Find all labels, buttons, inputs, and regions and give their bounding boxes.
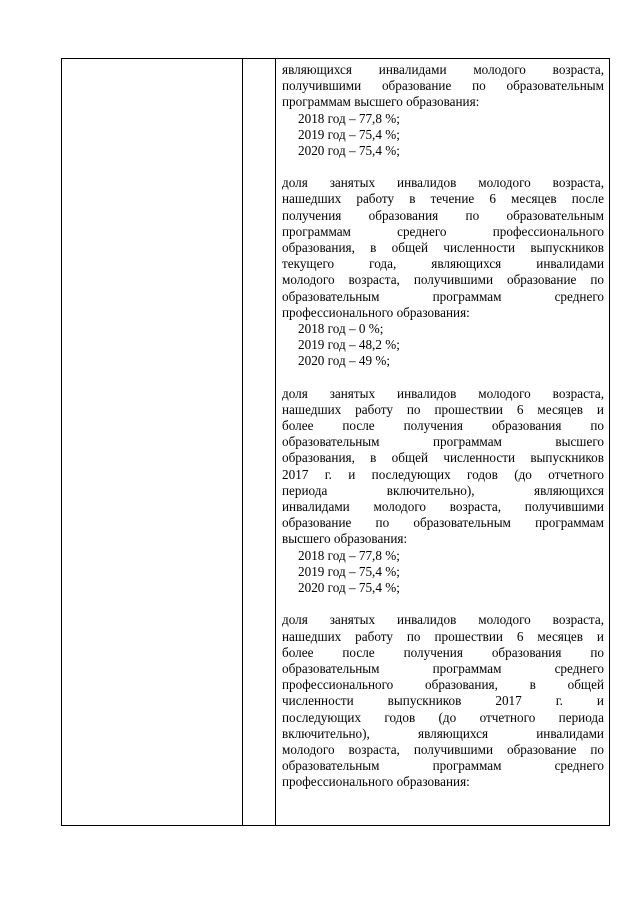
year-value: 2020 год – 75,4 %; (298, 580, 400, 596)
column-divider-2 (275, 59, 276, 825)
text-line: образовательным программам среднего (282, 288, 604, 304)
year-value: 2020 год – 75,4 %; (298, 143, 400, 159)
text-line: образования, в общей численности выпускников (282, 450, 604, 466)
text-line: доля занятых инвалидов молодого возраста, (282, 385, 604, 401)
paragraph-higher-education-continued (282, 62, 604, 159)
text-line: высшего образования: (282, 531, 408, 547)
paragraph-spo-6-months (282, 612, 604, 790)
text-line: нашедших работу в течение 6 месяцев после (282, 191, 604, 207)
text-line: образования, в общей численности выпускников (282, 240, 604, 256)
text-line: доля занятых инвалидов молодого возраста, (282, 175, 604, 191)
text-line: получившими образование по образовательным (282, 78, 604, 94)
text-line: образовательным программам среднего (282, 758, 604, 774)
text-line: получения образования по образовательным (282, 207, 604, 223)
text-line: профессионального образования, в общей (282, 677, 604, 693)
text-line: молодого возраста, получившими образование по (282, 272, 604, 288)
text-line: численности выпускников 2017 г. и (282, 693, 604, 709)
text-line: молодого возраста, получившими образование по (282, 741, 604, 757)
text-line: текущего года, являющихся инвалидами (282, 256, 604, 272)
text-line: включительно), являющихся инвалидами (282, 725, 604, 741)
year-value: 2020 год – 49 %; (298, 353, 390, 369)
paragraph-spo-current-year (282, 175, 604, 369)
text-line: нашедших работу по прошествии 6 месяцев и (282, 401, 604, 417)
text-line: образовательным программам среднего (282, 660, 604, 676)
text-line: профессионального образования: (282, 304, 470, 320)
text-line: программам высшего образования: (282, 94, 480, 110)
year-value: 2018 год – 77,8 %; (298, 547, 400, 563)
year-value: 2019 год – 75,4 %; (298, 126, 400, 142)
year-value: 2019 год – 48,2 %; (298, 337, 400, 353)
text-line: доля занятых инвалидов молодого возраста, (282, 612, 604, 628)
text-line: 2017 г. и последующих годов (до отчетного (282, 466, 604, 482)
text-line: периода включительно), являющихся (282, 482, 604, 498)
text-line: образовательным программам высшего (282, 434, 604, 450)
year-value: 2018 год – 77,8 %; (298, 110, 400, 126)
text-line: более после получения образования по (282, 418, 604, 434)
indicator-cell (282, 62, 604, 791)
year-value: 2018 год – 0 %; (298, 321, 384, 337)
text-line: образование по образовательным программам (282, 515, 604, 531)
text-line: являющихся инвалидами молодого возраста, (282, 62, 604, 77)
text-line: профессионального образования: (282, 774, 470, 790)
document-table (61, 58, 610, 826)
text-line: инвалидами молодого возраста, получившими (282, 499, 604, 515)
paragraph-higher-education-6-months (282, 386, 604, 597)
text-line: программам среднего профессионального (282, 223, 604, 239)
column-divider-1 (242, 59, 243, 825)
text-line: нашедших работу по прошествии 6 месяцев и (282, 628, 604, 644)
text-line: более после получения образования по (282, 644, 604, 660)
text-line: последующих годов (до отчетного периода (282, 709, 604, 725)
year-value: 2019 год – 75,4 %; (298, 563, 400, 579)
